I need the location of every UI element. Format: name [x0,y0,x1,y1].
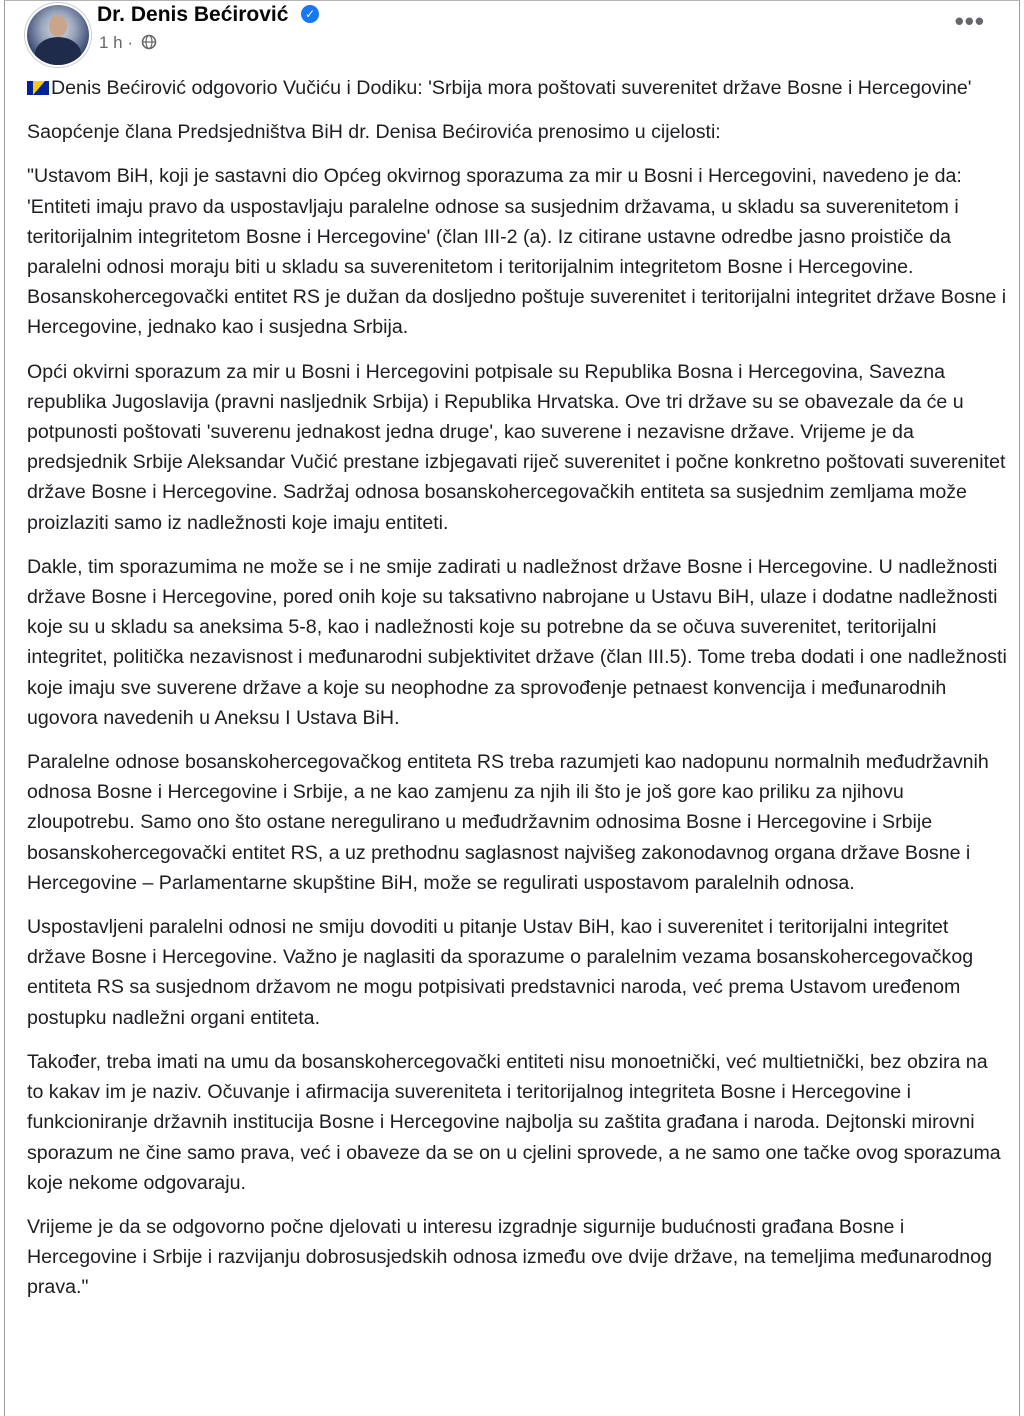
post-paragraph: "Ustavom BiH, koji je sastavni dio Općeg okvirnog sporazuma za mir u Bosni i Hercegovini, navedeno je da: 'Entiteti imaju pravo da uspostavljaju paralelne odnose sa susjednim državama, u skladu sa suverenitetom i teritorijalnim integritetom Bosne i Hercegovine' (član III-2 (a). Iz citirane ustavne odredbe jasno proističe da paralelni odnosi moraju biti u skladu sa suverenitetom i teritorijalnim integritetom Bosne i Hercegovine. Bosanskohercegovački entitet RS je dužan da dosljedno poštuje suverenitet i teritorijalni integritet države Bosne i Hercegovine, jednako kao i susjedna Srbija. [27,165,1007,339]
headline-text: Denis Bećirović odgovorio Vučiću i Dodiku: 'Srbija mora poštovati suverenitet države Bosne i Hercegovine' [51,77,972,99]
post-paragraph: Vrijeme je da se odgovorno počne djelovati u interesu izgradnje sigurnije budućnosti građana Bosne i Hercegovine i Srbije i razvijanju dobrosusjedskih odnosa između ove dvije države, na temeljima međunarodnog prava." [27,1215,992,1299]
post-paragraph: Uspostavljeni paralelni odnosi ne smiju dovoditi u pitanje Ustav BiH, kao i suverenitet i teritorijalni integritet države Bosne i Hercegovine. Važno je naglasiti da sporazume o paralelnim vezama bosanskohercegovačkog entiteta RS sa susjednom državom ne mogu potpisivati predstavnici naroda, već prema Ustavom uređenom postupku nadležni organi entiteta. [27,916,974,1029]
post-paragraph: Također, treba imati na umu da bosanskohercegovački entiteti nisu monoetnički, već multietnički, bez obzira na to kakav im je naziv. Očuvanje i afirmacija suvereniteta i teritorijalnog integriteta Bosne i Hercegovine i funkcioniranje državnih institucija Bosne i Hercegovine najbolja su zaštita građana i naroda. Dejtonski mirovni sporazum ne čine samo prava, već i obaveze da se on u cjelini sprovede, a ne samo one tačke ovog sporazuma koje nekome odgovaraju. [27,1050,1001,1194]
globe-icon [141,34,157,50]
post-timestamp[interactable]: 1 h · [99,33,134,52]
post-paragraph: Opći okvirni sporazum za mir u Bosni i Hercegovini potpisale su Republika Bosna i Hercegovina, Savezna republika Jugoslavija (pravni nasljednik Srbija) i Republika Hrvatska. Ove tri države su se obavezale da će u potpunosti poštovati 'suverenu jednakost jedna druge', kao suverene i nezavisne države. Vrijeme je da predsjednik Srbije Aleksandar Vučić prestane izbjegavati riječ suverenitet i počne konkretno poštovati suverenitet države Bosne i Hercegovine. Sadržaj odnosa bosanskohercegovačkih entiteta sa susjednim zemljama može proizlaziti samo iz nadležnosti koje imaju entiteti. [27,360,1006,534]
post-paragraph: Paralelne odnose bosanskohercegovačkog entiteta RS treba razumjeti kao nadopunu normalnih međudržavnih odnosa Bosne i Hercegovine i Srbije, a ne kao zamjenu za njih ili što je još gore kao priliku za njihovu zloupotrebu. Samo ono što ostane neregulirano u međudržavnim odnosima Bosne i Hercegovine i Srbije bosanskohercegovački entitet RS, a uz prethodnu saglasnost najvišeg zakonodavnog organa države Bosne i Hercegovine – Parlamentarne skupštine BiH, može se regulirati uspostavom paralelnih odnosa. [27,751,989,894]
author-avatar[interactable] [25,3,91,67]
post-body [27,73,1007,1317]
avatar-face [49,15,67,37]
post-headline [27,73,1007,103]
post-paragraph: Saopćenje člana Predsjedništva BiH dr. Denisa Bećirovića prenosimo u cijelosti: [27,121,721,144]
post-paragraph: Dakle, tim sporazumima ne može se i ne smije zadirati u nadležnost države Bosne i Hercegovine. U nadležnosti države Bosne i Hercegovine, pored onih koje su taksativno nabrojane u Ustavu BiH, ulaze i dodatne nadležnosti koje su u skladu sa aneksima 5-8, kao i nadležnosti koje su potrebne da se očuva suverenitet, teritorijalni integritet, politička nezavisnost i međunarodni subjektivitet države (član III.5). Tome treba dodati i one nadležnosti koje imaju sve suverene države a koje su neophodne za sprovođenje petnaest konvencija i međunarodnih ugovora navedenih u Aneksu I Ustava BiH. [27,555,1007,729]
facebook-post [4,0,1020,1416]
post-header [5,1,1019,67]
bosnia-flag-icon [27,81,49,95]
avatar-suit [35,37,81,67]
verified-badge-icon: ✓ [301,5,319,23]
more-options-icon[interactable]: ••• [954,6,985,36]
author-name[interactable]: Dr. Denis Bećirović [97,3,289,26]
